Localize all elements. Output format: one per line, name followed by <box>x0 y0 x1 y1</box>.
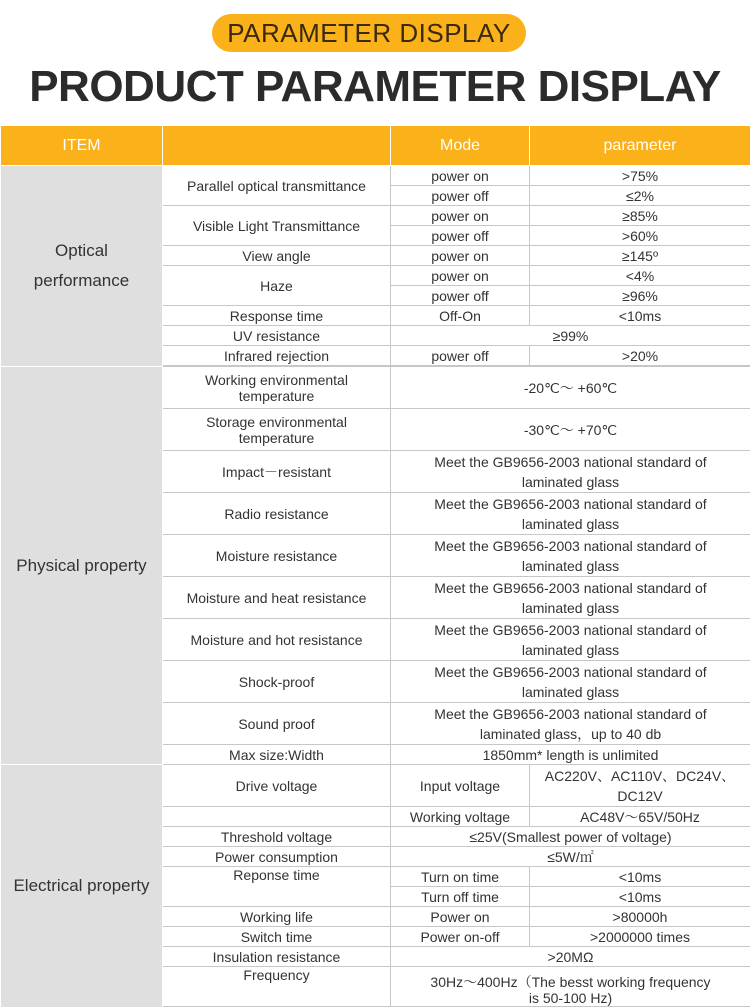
row-value: ≥85% <box>530 206 750 226</box>
row-value: >2000000 times <box>530 927 750 947</box>
row-name: Frequency <box>163 967 391 1007</box>
row-mode: Input voltage <box>391 765 530 807</box>
row-mode: power off <box>391 346 530 366</box>
row-value: <10ms <box>530 306 750 326</box>
row-value: >75% <box>530 166 750 186</box>
row-name: Reponse time <box>163 867 391 907</box>
row-name: Infrared rejection <box>163 346 391 366</box>
row-mode: power off <box>391 186 530 206</box>
row-value: Meet the GB9656-2003 national standard of laminated glass <box>391 535 750 577</box>
row-mode: power on <box>391 206 530 226</box>
row-mode: power off <box>391 286 530 306</box>
category-optical: Optical performance <box>1 166 163 367</box>
row-name: Working environmental temperature <box>163 367 391 409</box>
row-value: >20MΩ <box>391 947 750 967</box>
row-name: Parallel optical transmittance <box>163 166 391 206</box>
row-name: Storage environmental temperature <box>163 409 391 451</box>
row-mode: power on <box>391 166 530 186</box>
row-name: Drive voltage <box>163 765 391 807</box>
row-name: UV resistance <box>163 326 391 346</box>
row-mode: Power on-off <box>391 927 530 947</box>
row-name: Impact－resistant <box>163 451 391 493</box>
row-value: Meet the GB9656-2003 national standard of laminated glass <box>391 619 750 661</box>
row-value: Meet the GB9656-2003 national standard of laminated glass <box>391 661 750 703</box>
row-name: Insulation resistance <box>163 947 391 967</box>
header-mode: Mode <box>391 126 530 166</box>
row-value: Meet the GB9656-2003 national standard of laminated glass <box>391 451 750 493</box>
row-mode: Working voltage <box>391 807 530 827</box>
row-name: Moisture and heat resistance <box>163 577 391 619</box>
row-name: Moisture and hot resistance <box>163 619 391 661</box>
header-parameter: parameter <box>530 126 750 166</box>
row-value: 1850mm* length is unlimited <box>391 745 750 765</box>
row-value: >60% <box>530 226 750 246</box>
category-physical: Physical property <box>1 367 163 765</box>
row-value: 30Hz～400Hz（The besst working frequency is 50-100 Hz) <box>391 967 750 1007</box>
row-name: Power consumption <box>163 847 391 867</box>
row-value: Meet the GB9656-2003 national standard of laminated glass <box>391 493 750 535</box>
row-value: <4% <box>530 266 750 286</box>
row-name: Switch time <box>163 927 391 947</box>
table-header-row <box>1 126 750 166</box>
parameter-table <box>0 125 750 1008</box>
row-value: -30℃～ +70℃ <box>391 409 750 451</box>
row-name: Sound proof <box>163 703 391 745</box>
row-name: Haze <box>163 266 391 306</box>
row-value: ≤2% <box>530 186 750 206</box>
row-mode: power off <box>391 226 530 246</box>
row-value: <10ms <box>530 867 750 887</box>
row-mode: Turn on time <box>391 867 530 887</box>
header-name <box>163 126 391 166</box>
row-name: Threshold voltage <box>163 827 391 847</box>
header-item: ITEM <box>1 126 163 166</box>
row-value: ≥96% <box>530 286 750 306</box>
row-name: Response time <box>163 306 391 326</box>
row-value: ≤5W/㎡ <box>391 847 750 867</box>
row-mode: power on <box>391 266 530 286</box>
row-name: Radio resistance <box>163 493 391 535</box>
row-name: Max size:Width <box>163 745 391 765</box>
row-name: View angle <box>163 246 391 266</box>
table-row <box>1 765 750 807</box>
row-name: Shock-proof <box>163 661 391 703</box>
row-value: ≤25V(Smallest power of voltage) <box>391 827 750 847</box>
row-value: ≥145º <box>530 246 750 266</box>
row-name-blank <box>163 807 391 827</box>
category-electrical: Electrical property <box>1 765 163 1008</box>
page-title: PRODUCT PARAMETER DISPLAY <box>0 62 750 112</box>
row-name: Moisture resistance <box>163 535 391 577</box>
row-value: AC48V～65V/50Hz <box>530 807 750 827</box>
row-value: >80000h <box>530 907 750 927</box>
row-mode: Power on <box>391 907 530 927</box>
section-badge: PARAMETER DISPLAY <box>212 14 526 52</box>
table-row <box>1 367 750 409</box>
table-row <box>1 166 750 186</box>
row-mode: power on <box>391 246 530 266</box>
row-name: Working life <box>163 907 391 927</box>
row-value: Meet the GB9656-2003 national standard of laminated glass <box>391 577 750 619</box>
row-mode: Turn off time <box>391 887 530 907</box>
row-mode: Off-On <box>391 306 530 326</box>
row-value: ≥99% <box>391 326 750 346</box>
row-value: -20℃～ +60℃ <box>391 367 750 409</box>
row-value: Meet the GB9656-2003 national standard of laminated glass，up to 40 db <box>391 703 750 745</box>
row-value: AC220V、AC110V、DC24V、 DC12V <box>530 765 750 807</box>
row-name: Visible Light Transmittance <box>163 206 391 246</box>
row-value: >20% <box>530 346 750 366</box>
row-value: <10ms <box>530 887 750 907</box>
